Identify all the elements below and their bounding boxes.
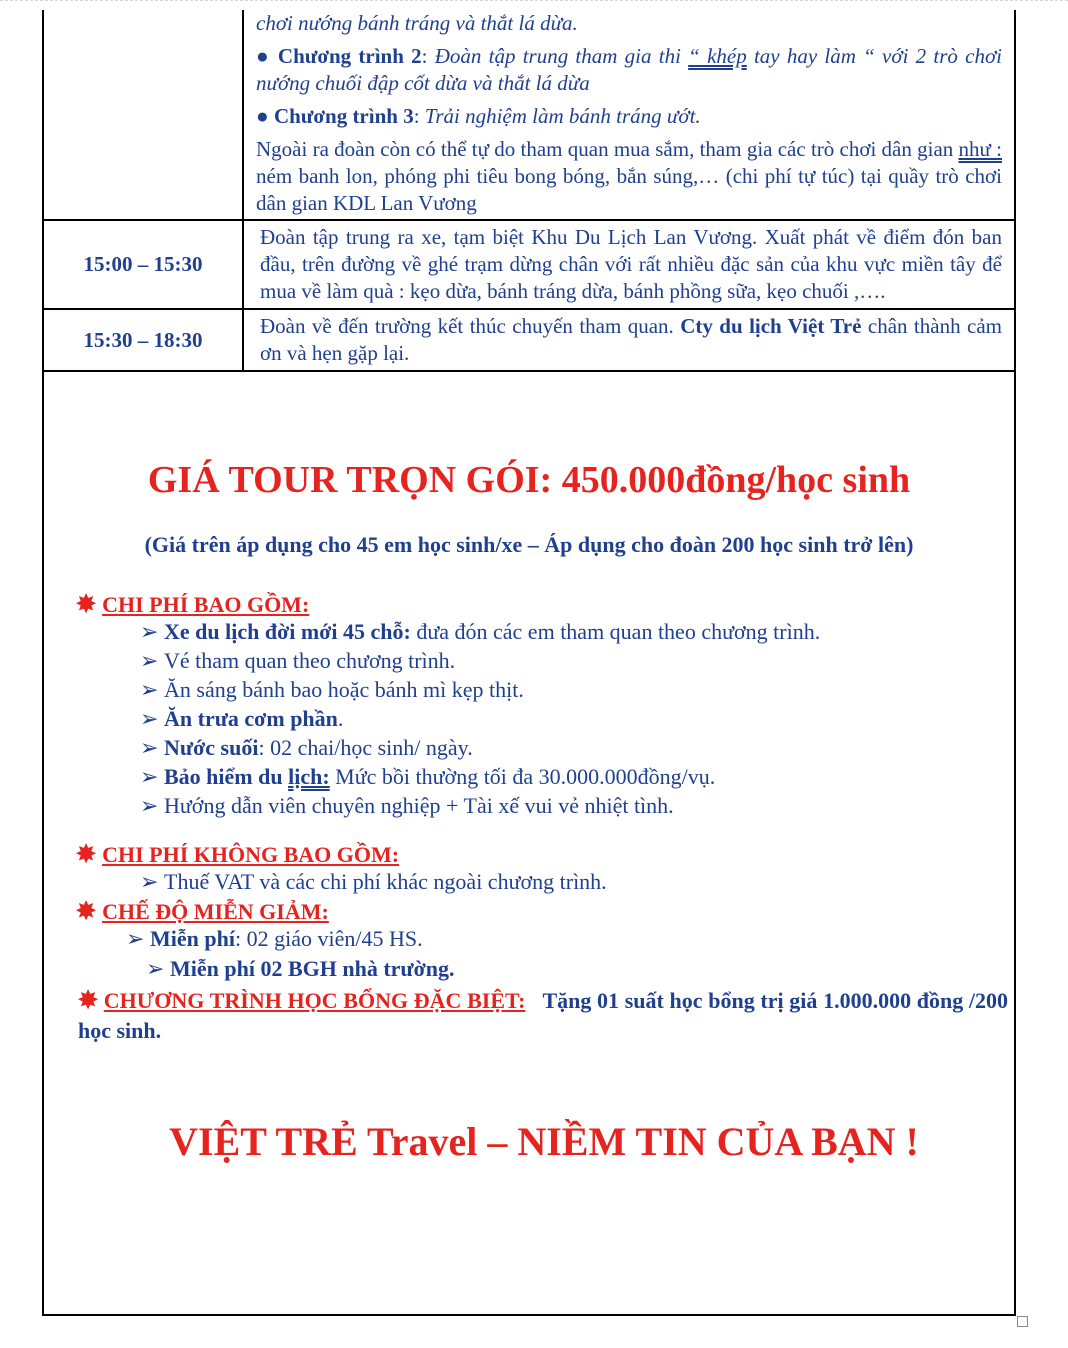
time-cell: 15:00 – 15:30 (43, 220, 243, 309)
excluded-heading: ✸ CHI PHÍ KHÔNG BAO GỒM: (76, 842, 400, 868)
list-item: ➢ Nước suối: 02 chai/học sinh/ ngày. (140, 735, 473, 760)
list-item: ➢ Hướng dẫn viên chuyên nghiệp + Tài xế vui vẻ nhiệt tình. (140, 793, 674, 818)
discount-heading: ✸ CHẾ ĐỘ MIỄN GIẢM: (76, 899, 329, 925)
list-item: ➢ Xe du lịch đời mới 45 chỗ: đưa đón các em tham quan theo chương trình. (140, 619, 821, 644)
arrow-bullet-icon: ➢ (140, 619, 159, 644)
list-item: ➢ Thuế VAT và các chi phí khác ngoài chương trình. (140, 869, 607, 894)
arrow-bullet-icon: ➢ (140, 648, 159, 673)
extra-activities: Ngoài ra đoàn còn có thể tự do tham quan mua sắm, tham gia các trò chơi dân gian như : ném banh lon, phóng phi tiêu bong bóng, bắn súng,… (chi phí tự túc) tại quầy trò chơi dân gian KDL Lan Vương (256, 137, 1003, 215)
scholarship-paragraph: ✸ CHƯƠNG TRÌNH HỌC BỔNG ĐẶC BIỆT: Tặng 01 suất học bổng trị giá 1.000.000 đồng /200 học sinh. (78, 988, 1009, 1043)
arrow-bullet-icon: ➢ (146, 956, 165, 981)
program-3: ● Chương trình 3: Trải nghiệm làm bánh tráng ướt. (256, 104, 701, 128)
return-text: Đoàn tập trung ra xe, tạm biệt Khu Du Lịch Lan Vương. Xuất phát về điểm đón ban đầu, trên đường về ghé trạm dừng chân với rất nhiều đặc sản của khu vực miền tây để mua về làm quà : kẹo dừa, bánh tráng dừa, bánh phồng sữa, kẹo chuối ,…. (260, 225, 1002, 303)
list-item: ➢ Bảo hiểm du lịch: Mức bồi thường tối đa 30.000.000đồng/vụ. (140, 764, 716, 789)
program-2: ● Chương trình 2: Đoàn tập trung tham gia thi “ khép tay hay làm “ với 2 trò chơi nướng chuối đập cốt dừa và thắt lá dừa (256, 44, 1002, 95)
arrow-bullet-icon: ➢ (140, 764, 159, 789)
star-icon: ✸ (76, 899, 97, 925)
slogan: VIỆT TRẺ Travel – NIỀM TIN CỦA BẠN ! (169, 1119, 919, 1164)
price-title: GIÁ TOUR TRỌN GÓI: 450.000đồng/học sinh (147, 459, 911, 501)
resize-handle (1017, 1316, 1028, 1327)
star-icon: ✸ (76, 842, 97, 868)
list-item: ➢ Ăn trưa cơm phần. (140, 706, 344, 731)
time-cell: 15:30 – 18:30 (43, 309, 243, 371)
arrow-bullet-icon: ➢ (140, 869, 159, 894)
star-icon: ✸ (78, 988, 99, 1014)
arrow-bullet-icon: ➢ (140, 706, 159, 731)
activity-line: chơi nướng bánh tráng và thắt lá dừa. (256, 11, 578, 35)
arrow-bullet-icon: ➢ (140, 793, 159, 818)
list-item: ➢ Ăn sáng bánh bao hoặc bánh mì kẹp thịt. (140, 677, 524, 702)
arrow-bullet-icon: ➢ (140, 735, 159, 760)
star-icon: ✸ (76, 592, 97, 618)
price-note: (Giá trên áp dụng cho 45 em học sinh/xe – Áp dụng cho đoàn 200 học sinh trở lên) (144, 532, 914, 557)
arrow-bullet-icon: ➢ (140, 677, 159, 702)
list-item: ➢ Vé tham quan theo chương trình. (140, 648, 456, 673)
end-text: Đoàn về đến trường kết thúc chuyến tham quan. Cty du lịch Việt Trẻ chân thành cảm ơn và hẹn gặp lại. (260, 314, 1002, 365)
list-item: ➢ Miễn phí 02 BGH nhà trường. (146, 956, 455, 981)
included-heading: ✸ CHI PHÍ BAO GỒM: (76, 592, 310, 618)
arrow-bullet-icon: ➢ (126, 926, 145, 951)
list-item: ➢ Miễn phí: 02 giáo viên/45 HS. (126, 926, 423, 951)
